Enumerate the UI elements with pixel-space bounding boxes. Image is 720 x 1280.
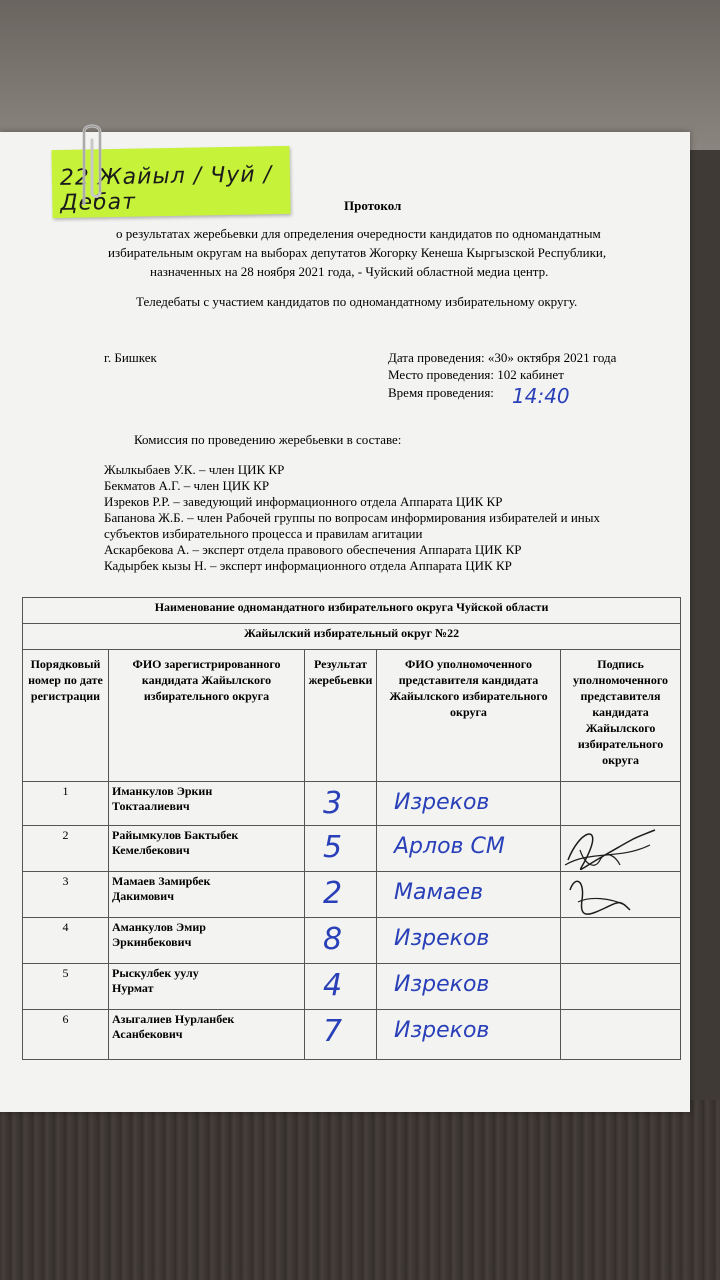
column-header-candidate: ФИО зарегистрированного кандидата Жайылского избирательного округа <box>109 650 305 782</box>
table-row <box>23 782 681 826</box>
candidate-name <box>109 872 305 918</box>
representative-name <box>377 1010 561 1060</box>
representative-name <box>377 782 561 826</box>
candidate-surname: Аманкулов Эмир <box>112 920 206 934</box>
handwritten-result: 2 <box>323 876 343 911</box>
row-number: 3 <box>23 872 109 918</box>
candidate-patronymic: Токтаалиевич <box>112 799 190 813</box>
debate-line: Теледебаты с участием кандидатов по одномандатному избирательному округу. <box>136 294 578 309</box>
column-header-result: Результат жеребьевки <box>305 650 377 782</box>
subtitle-line-3: назначенных на 28 ноября 2021 года, - Чуйский областной медиа центр. <box>150 264 549 279</box>
representative-name <box>377 964 561 1010</box>
column-header-signature: Подпись уполномоченного представителя кандидата Жайылского избирательного округа <box>561 650 681 782</box>
draw-result <box>305 918 377 964</box>
signature-cell <box>561 782 681 826</box>
candidate-name <box>109 964 305 1010</box>
time-label: Время проведения: <box>388 385 494 400</box>
commission-member: субъектов избирательного процесса и правилам агитации <box>104 526 423 541</box>
candidate-patronymic: Эркинбекович <box>112 935 192 949</box>
handwritten-representative: Изреков <box>394 1018 490 1043</box>
place-label: Место проведения: 102 кабинет <box>388 367 564 382</box>
candidate-patronymic: Кемелбекович <box>112 843 190 857</box>
candidate-surname: Рыскулбек уулу <box>112 966 199 980</box>
handwritten-result: 4 <box>323 968 343 1003</box>
sticky-note-text: 22 Жайыл / Чуй / Дебат <box>59 162 273 216</box>
commission-member: Изреков Р.Р. – заведующий информационного отдела Аппарата ЦИК КР <box>104 494 503 509</box>
candidate-name <box>109 782 305 826</box>
candidate-surname: Иманкулов Эркин <box>112 784 213 798</box>
handwritten-representative: Арлов СМ <box>394 834 505 859</box>
draw-result <box>305 964 377 1010</box>
representative-name <box>377 918 561 964</box>
representative-name <box>377 872 561 918</box>
date-label: Дата проведения: «30» октября 2021 года <box>388 350 617 365</box>
paperclip-icon <box>70 118 114 208</box>
column-header-number: Порядковый номер по дате регистрации <box>23 650 109 782</box>
row-number: 4 <box>23 918 109 964</box>
draw-result <box>305 826 377 872</box>
commission-member: Кадырбек кызы Н. – эксперт информационного отдела Аппарата ЦИК КР <box>104 558 512 573</box>
candidate-patronymic: Дакимович <box>112 889 174 903</box>
candidate-surname: Райымкулов Бактыбек <box>112 828 239 842</box>
signature-cell <box>561 1010 681 1060</box>
handwritten-result: 8 <box>323 922 343 957</box>
representative-name <box>377 826 561 872</box>
district-title: Жайылский избирательный округ №22 <box>23 624 681 650</box>
commission-member: Аскарбекова А. – эксперт отдела правового обеспечения Аппарата ЦИК КР <box>104 542 522 557</box>
row-number: 2 <box>23 826 109 872</box>
commission-member: Бапанова Ж.Б. – член Рабочей группы по вопросам информирования избирателей и иных <box>104 510 600 525</box>
handwritten-time: 14:40 <box>512 384 570 408</box>
row-number: 5 <box>23 964 109 1010</box>
city-label: г. Бишкек <box>104 350 157 365</box>
table-row <box>23 964 681 1010</box>
draw-result <box>305 782 377 826</box>
signature-scribble <box>560 820 660 930</box>
handwritten-representative: Мамаев <box>394 880 484 905</box>
row-number: 6 <box>23 1010 109 1060</box>
candidate-surname: Азыгалиев Нурланбек <box>112 1012 235 1026</box>
background-table <box>0 1100 720 1280</box>
handwritten-result: 3 <box>323 786 343 821</box>
draw-result <box>305 1010 377 1060</box>
candidate-name <box>109 826 305 872</box>
handwritten-result: 5 <box>323 830 343 865</box>
protocol-title: Протокол <box>344 198 402 213</box>
candidate-patronymic: Нурмат <box>112 981 154 995</box>
handwritten-representative: Изреков <box>394 926 490 951</box>
commission-intro: Комиссия по проведению жеребьевки в составе: <box>134 432 402 447</box>
row-number: 1 <box>23 782 109 826</box>
handwritten-representative: Изреков <box>394 972 490 997</box>
commission-member: Жылкыбаев У.К. – член ЦИК КР <box>104 462 285 477</box>
handwritten-result: 7 <box>323 1014 343 1049</box>
region-title: Наименование одномандатного избирательного округа Чуйской области <box>23 598 681 624</box>
draw-result <box>305 872 377 918</box>
subtitle-line-2: избирательным округам на выборах депутатов Жогорку Кенеша Кыргызской Республики, <box>108 245 607 260</box>
signature-cell <box>561 964 681 1010</box>
candidate-surname: Мамаев Замирбек <box>112 874 211 888</box>
handwritten-representative: Изреков <box>394 790 490 815</box>
candidate-patronymic: Асанбекович <box>112 1027 183 1041</box>
table-row <box>23 1010 681 1060</box>
candidate-name <box>109 918 305 964</box>
column-header-representative: ФИО уполномоченного представителя кандидата Жайылского избирательного округа <box>377 650 561 782</box>
commission-member: Бекматов А.Г. – член ЦИК КР <box>104 478 270 493</box>
candidate-name <box>109 1010 305 1060</box>
subtitle-line-1: о результатах жеребьевки для определения очередности кандидатов по одномандатным <box>116 226 601 241</box>
